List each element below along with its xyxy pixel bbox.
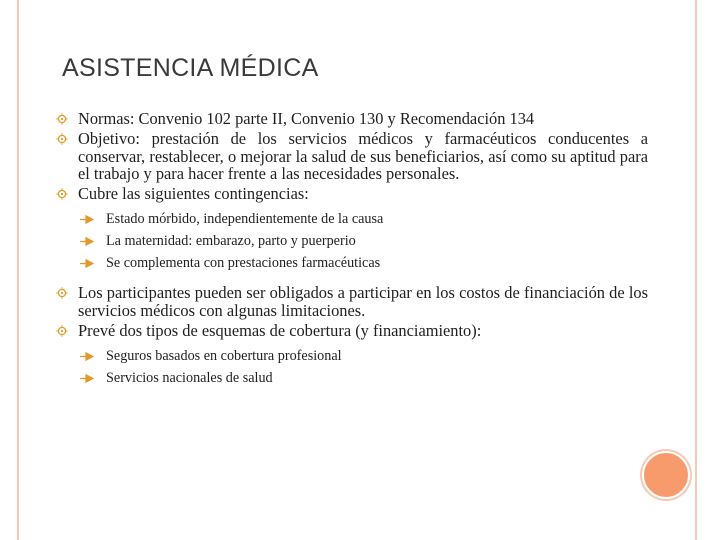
bullet-item [56, 322, 648, 339]
sunburst-bullet-icon [56, 322, 78, 339]
sunburst-bullet-icon [56, 284, 78, 301]
list-item [80, 230, 648, 252]
arrow-bullet-icon [80, 215, 106, 224]
arrow-bullet-icon [80, 374, 106, 383]
bullet-text: Cubre las siguientes contingencias: [78, 184, 309, 204]
list-item-text: La maternidad: embarazo, parto y puerperio [106, 233, 356, 250]
decorative-circle [642, 451, 690, 499]
bullet-text: Objetivo: prestación de los servicios médicos y farmacéuticos conducentes a conservar, restablecer, o mejorar la salud de sus beneficiarios, así como su aptitud para el trabajo y para hacer frente a las necesidades personales. [78, 129, 648, 183]
contingencies-list [80, 208, 648, 274]
bullet-item [56, 284, 648, 319]
list-item [80, 208, 648, 230]
list-item [80, 345, 648, 367]
bullet-item [56, 130, 648, 182]
sunburst-bullet-icon [56, 130, 78, 147]
list-item-text: Se complementa con prestaciones farmacéuticas [106, 255, 381, 272]
slide-content [56, 110, 648, 399]
list-item-text: Seguros basados en cobertura profesional [106, 348, 342, 365]
list-item-text: Estado mórbido, independientemente de la causa [106, 211, 384, 228]
sunburst-bullet-icon [56, 110, 78, 127]
slide-title: ASISTENCIA MÉDICA [62, 54, 319, 82]
bullet-text: Los participantes pueden ser obligados a participar en los costos de financiación de los servicios médicos con algunas limitaciones. [78, 283, 648, 320]
sunburst-bullet-icon [56, 185, 78, 202]
arrow-bullet-icon [80, 237, 106, 246]
list-item [80, 367, 648, 389]
arrow-bullet-icon [80, 352, 106, 361]
bullet-item [56, 110, 648, 127]
bullet-text: Prevé dos tipos de esquemas de cobertura (y financiamiento): [78, 321, 482, 341]
list-item [80, 252, 648, 274]
bullet-item [56, 185, 648, 202]
schemes-list [80, 345, 648, 389]
list-item-text: Servicios nacionales de salud [106, 370, 273, 387]
arrow-bullet-icon [80, 259, 106, 268]
bullet-text: Normas: Convenio 102 parte II, Convenio 130 y Recomendación 134 [78, 109, 535, 128]
